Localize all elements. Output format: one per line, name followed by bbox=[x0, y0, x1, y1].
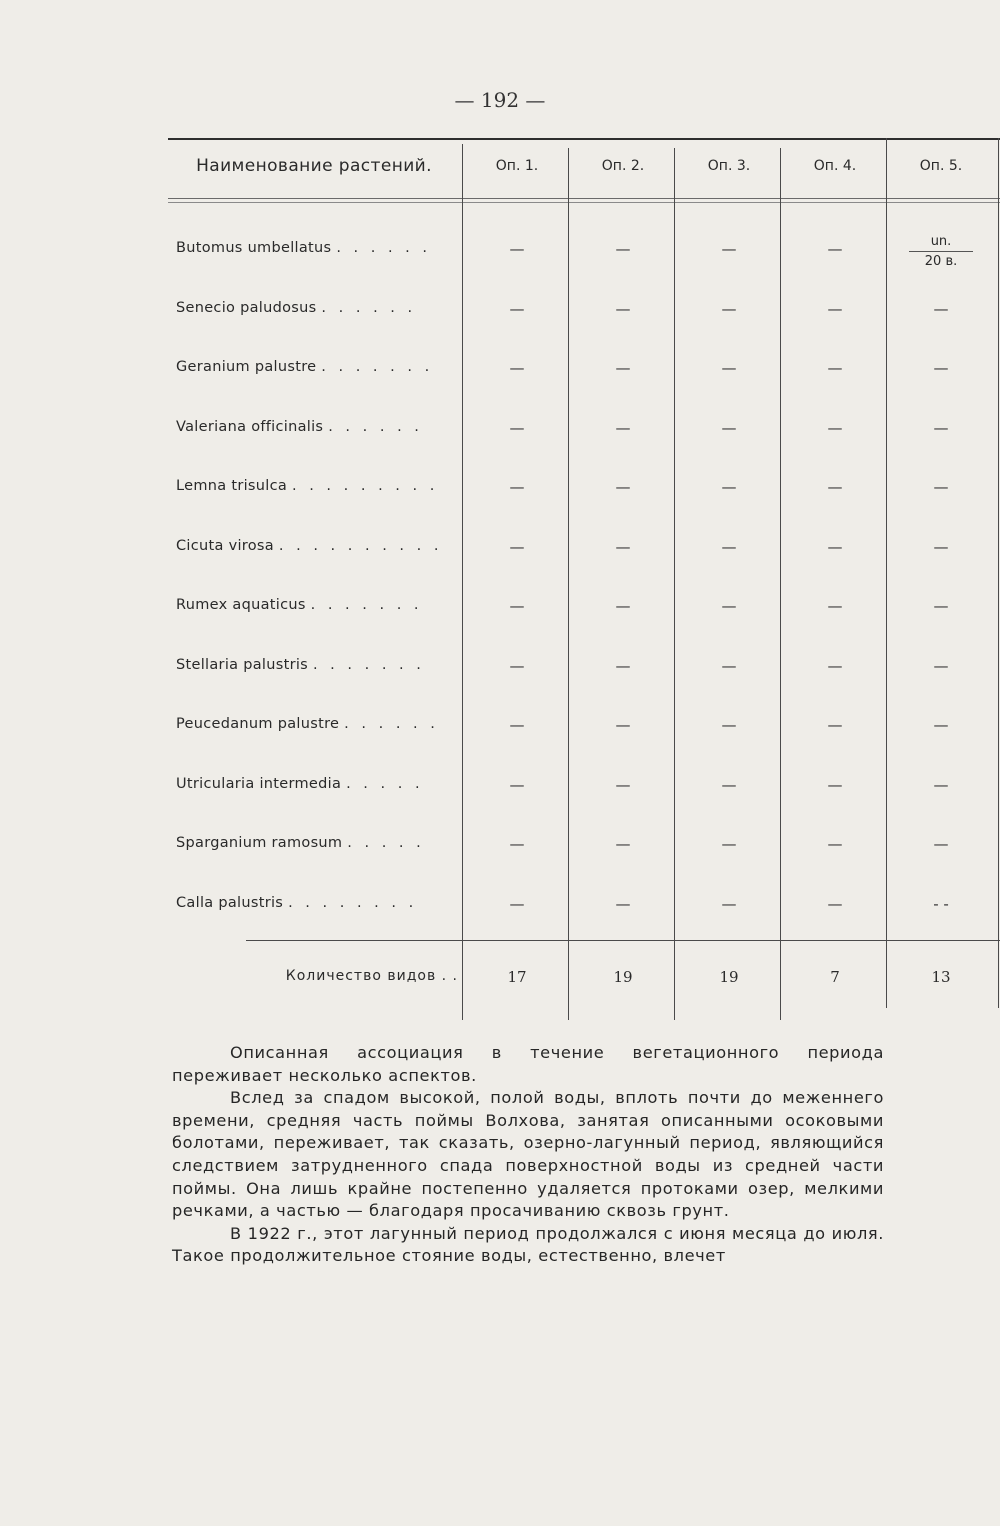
table-cell: — bbox=[827, 538, 843, 556]
plant-name: Rumex aquaticus bbox=[176, 597, 306, 613]
table-cell: — bbox=[615, 716, 631, 734]
table-cell: — bbox=[615, 657, 631, 675]
leader-dots: . . . . . . bbox=[344, 716, 439, 732]
plant-name: Utricularia intermedia bbox=[176, 776, 342, 792]
table-cell: — bbox=[615, 300, 631, 318]
table-cell: — bbox=[509, 478, 525, 496]
column-divider bbox=[886, 138, 887, 1008]
table-cell: — bbox=[509, 359, 525, 377]
table-cell: — bbox=[933, 835, 949, 853]
plant-name: Valeriana officinalis bbox=[176, 419, 324, 435]
table-cell: — bbox=[827, 597, 843, 615]
table-cell: — bbox=[509, 835, 525, 853]
table-row-name bbox=[176, 716, 456, 732]
cell-value-bottom: 20 в. bbox=[924, 254, 958, 269]
table-cell: — bbox=[827, 240, 843, 258]
plant-name: Geranium palustre bbox=[176, 359, 317, 375]
table-cell: — bbox=[615, 538, 631, 556]
plant-name: Butomus umbellatus bbox=[176, 240, 332, 256]
table-cell: — bbox=[509, 716, 525, 734]
table-cell: — bbox=[933, 419, 949, 437]
table-cell: — bbox=[933, 657, 949, 675]
body-text bbox=[172, 1042, 884, 1268]
cell-value-top: un. bbox=[909, 232, 973, 252]
table-cell: — bbox=[827, 835, 843, 853]
table-cell: — bbox=[933, 776, 949, 794]
leader-dots: . . . . . . bbox=[321, 300, 417, 316]
table-cell: — bbox=[827, 657, 843, 675]
paragraph: В 1922 г., этот лагунный период продолжался с июня месяца до июля. Такое продолжительное стояние воды, естественно, влечет bbox=[172, 1223, 884, 1266]
table-row-name bbox=[176, 478, 456, 494]
leader-dots: . . . . . . . . . bbox=[291, 478, 439, 494]
plant-name: Peucedanum palustre bbox=[176, 716, 340, 732]
table-cell: — bbox=[827, 776, 843, 794]
table-cell: — bbox=[721, 300, 737, 318]
table-cell: — bbox=[933, 716, 949, 734]
table-cell: — bbox=[615, 478, 631, 496]
table-cell: — bbox=[827, 359, 843, 377]
table-row-name bbox=[176, 240, 456, 256]
leader-dots: . . . . . . . bbox=[312, 657, 425, 673]
table-cell: — bbox=[721, 419, 737, 437]
table-cell: — bbox=[615, 597, 631, 615]
table-cell: — bbox=[615, 776, 631, 794]
table-row-name bbox=[176, 657, 456, 673]
plant-name: Calla palustris bbox=[176, 895, 284, 911]
table-cell: — bbox=[827, 895, 843, 913]
column-divider bbox=[462, 144, 463, 1020]
table-cell: — bbox=[721, 538, 737, 556]
table-cell: — bbox=[509, 776, 525, 794]
paragraph: Вслед за спадом высокой, полой воды, вплоть почти до меженнего времени, средняя часть поймы Волхова, занятая описанными осоковыми болотами, переживает, так сказать, озерно-лагунный период, являющийся следствием затрудненного спада поверхностной воды из средней части поймы. Она лишь крайне постепенно удаляется протоками озер, мелкими речками, а частью — благодаря просачиванию сквозь грунт. bbox=[172, 1088, 884, 1221]
total-op2: 19 bbox=[613, 968, 633, 986]
leader-dots: . . . . . . bbox=[336, 240, 432, 256]
leader-dots: . . . . . . . . bbox=[288, 895, 418, 911]
table-cell: — bbox=[509, 895, 525, 913]
table-cell bbox=[888, 232, 994, 271]
column-header-op1: Оп. 1. bbox=[495, 158, 539, 174]
total-op3: 19 bbox=[719, 968, 739, 986]
table-cell: — bbox=[721, 835, 737, 853]
table-cell: — bbox=[615, 240, 631, 258]
table-cell: — bbox=[615, 359, 631, 377]
total-op5: 13 bbox=[931, 968, 951, 986]
table-cell: — bbox=[933, 478, 949, 496]
leader-dots: . . . . . . bbox=[328, 419, 423, 435]
table-cell: — bbox=[721, 716, 737, 734]
plant-name: Lemna trisulca bbox=[176, 478, 288, 494]
column-header-op4: Оп. 4. bbox=[813, 158, 857, 174]
column-divider bbox=[998, 138, 999, 1008]
table-row-name bbox=[176, 359, 456, 375]
paragraph: Описанная ассоциация в течение вегетационного периода переживает несколько аспектов. bbox=[172, 1043, 884, 1085]
table-cell: — bbox=[721, 359, 737, 377]
table-cell: — bbox=[615, 895, 631, 913]
table-row-name bbox=[176, 538, 456, 554]
plant-name: Cicuta virosa bbox=[176, 538, 274, 554]
total-op4: 7 bbox=[830, 968, 840, 986]
column-header-op2: Оп. 2. bbox=[601, 158, 645, 174]
table-cell: — bbox=[509, 419, 525, 437]
leader-dots: . . . . . . . bbox=[310, 597, 423, 613]
leader-dots: . . . . . . . . . . bbox=[278, 538, 443, 554]
table-cell: — bbox=[827, 300, 843, 318]
table-cell: — bbox=[615, 835, 631, 853]
table-cell: — bbox=[933, 597, 949, 615]
table-row-name bbox=[176, 776, 456, 792]
table-cell: — bbox=[827, 478, 843, 496]
column-divider bbox=[780, 148, 781, 1020]
total-op1: 17 bbox=[507, 968, 527, 986]
leader-dots: . . . . . bbox=[347, 835, 425, 851]
table-cell: — bbox=[615, 419, 631, 437]
table-cell: — bbox=[721, 657, 737, 675]
table-cell: — bbox=[933, 359, 949, 377]
column-divider bbox=[568, 148, 569, 1020]
plant-name: Stellaria palustris bbox=[176, 657, 309, 673]
table-cell: — bbox=[721, 895, 737, 913]
table-cell: — bbox=[509, 240, 525, 258]
column-divider bbox=[674, 148, 675, 1020]
table-row-name bbox=[176, 300, 456, 316]
header-plant-name: Наименование растений. bbox=[196, 156, 432, 176]
total-label: Количество видов . . bbox=[285, 968, 458, 984]
table-cell: — bbox=[933, 300, 949, 318]
leader-dots: . . . . . bbox=[346, 776, 424, 792]
column-header-op5: Оп. 5. bbox=[919, 158, 963, 174]
table-cell: — bbox=[721, 240, 737, 258]
leader-dots: . . . . . . . bbox=[321, 359, 434, 375]
table-row-name bbox=[176, 597, 456, 613]
table-cell: — bbox=[721, 478, 737, 496]
table-cell: - - bbox=[933, 895, 949, 913]
table-cell: — bbox=[827, 716, 843, 734]
plant-name: Senecio paludosus bbox=[176, 300, 317, 316]
table-cell: — bbox=[721, 597, 737, 615]
header-rule-double bbox=[168, 202, 1000, 203]
page-number: — 192 — bbox=[454, 88, 546, 112]
table-row-name bbox=[176, 835, 456, 851]
plant-name: Sparganium ramosum bbox=[176, 835, 343, 851]
table-cell: — bbox=[933, 538, 949, 556]
table-cell: — bbox=[509, 300, 525, 318]
species-table bbox=[168, 138, 1000, 1022]
table-cell: — bbox=[827, 419, 843, 437]
header-rule bbox=[168, 198, 1000, 199]
table-row-name bbox=[176, 419, 456, 435]
table-cell: — bbox=[721, 776, 737, 794]
table-top-rule bbox=[168, 138, 1000, 140]
table-cell: — bbox=[509, 657, 525, 675]
table-row-name bbox=[176, 895, 456, 911]
table-cell: — bbox=[509, 597, 525, 615]
table-cell: — bbox=[509, 538, 525, 556]
column-header-op3: Оп. 3. bbox=[707, 158, 751, 174]
